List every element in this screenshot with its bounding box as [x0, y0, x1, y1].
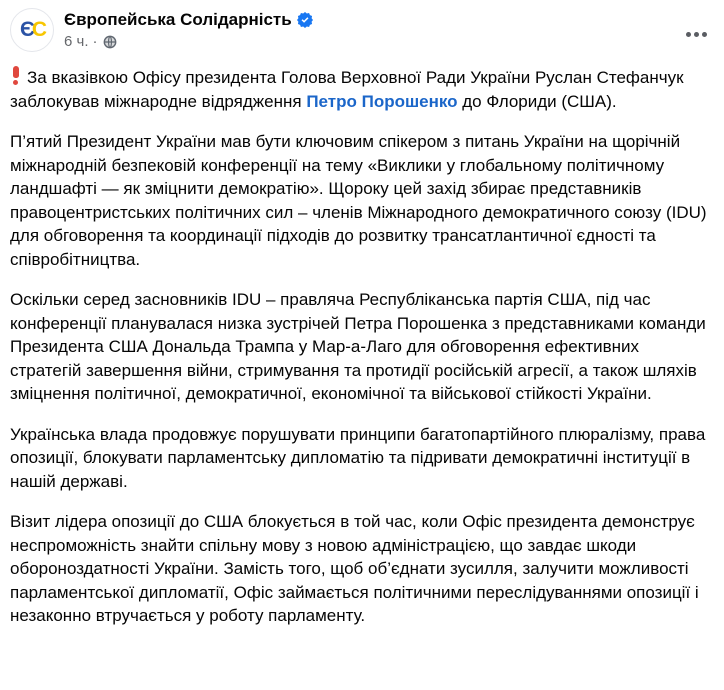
- paragraph-text: до Флориди (США).: [457, 91, 617, 111]
- red-exclamation-emoji: [11, 66, 20, 85]
- page-name-link[interactable]: Європейська Солідарність: [64, 10, 292, 29]
- avatar-letter-yellow: С: [31, 18, 45, 41]
- mention-link-poroshenko[interactable]: Петро Порошенко: [306, 91, 458, 111]
- post-meta: [64, 33, 313, 51]
- post-paragraph: П’ятий Президент України мав бути ключовим спікером з питань України на щорічній міжнародній безпековій конференції на тему «Виклики у глобальному політичному ландшафті — як зміцнити демократію». Щороку цей захід збирає представників правоцентристських політичних сил – членів Міжнародного демократичного союзу (IDU) для обговорення та координації підходів до розвитку трансатлантичної єдності та співробітництва.: [10, 132, 707, 269]
- name-row: [64, 9, 313, 30]
- timestamp-link[interactable]: 6 ч.: [64, 33, 89, 50]
- post-body: [0, 56, 724, 628]
- post-header: [0, 0, 724, 56]
- post-paragraph: Українська влада продовжує порушувати принципи багатопартійного плюралізму, права опозиції, блокувати парламентську дипломатію та підривати демократичні інституції в нашій державі.: [10, 424, 706, 491]
- post-paragraph: Оскільки серед засновників IDU – правляча Республіканська партія США, під час конференції планувалася низка зустрічей Петра Порошенка з представниками команди Президента США Дональда Трампа у Мар-а-Лаго для обговорення ефективних стратегій завершення війни, стримування та протидії російській агресії, а також шляхів зміцнення політичної, демократичної, економічної та військової стійкості України.: [10, 290, 706, 403]
- post-paragraph: [10, 66, 712, 113]
- post-paragraph: Візит лідера опозиції до США блокується в той час, коли Офіс президента демонструє неспроможність знайти спільну мову з новою адміністрацією, що завдає шкоди обороноздатності України. Замість того, щоб об’єднати зусилля, залучити можливості парламентської дипломатії, Офіс займається політичними переслідуваннями опозиції і незаконно втручається у роботу парламенту.: [10, 512, 699, 625]
- ellipsis-icon: [686, 32, 691, 37]
- post-menu-button[interactable]: [680, 22, 712, 46]
- globe-privacy-icon: [103, 35, 117, 49]
- meta-separator: ·: [92, 33, 98, 50]
- avatar-letter-blue: Є: [19, 18, 32, 41]
- paragraph-text: За вказівкою Офісу президента Голова Верховної Ради України Руслан Стефанчук заблокував міжнародне відрядження: [10, 68, 684, 111]
- page-avatar[interactable]: [10, 8, 54, 52]
- verified-badge-icon: [297, 12, 313, 28]
- header-text: [64, 8, 313, 51]
